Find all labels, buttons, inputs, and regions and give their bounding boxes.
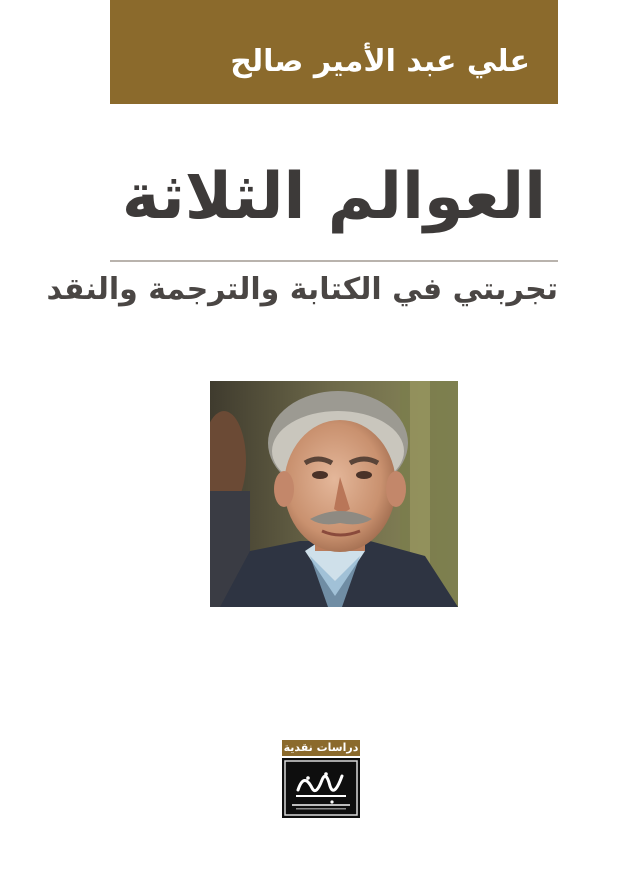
book-title: العوالم الثلاثة — [121, 160, 547, 234]
author-name: علي عبد الأمير صالح — [230, 44, 530, 79]
author-band — [110, 0, 558, 104]
publisher-logo-mark — [282, 758, 360, 818]
publisher-logo — [282, 758, 360, 818]
portrait-illustration — [210, 381, 458, 607]
series-badge: دراسات نقدية — [283, 741, 359, 754]
author-portrait — [210, 381, 458, 607]
title-divider — [110, 260, 558, 262]
book-subtitle: تجربتي في الكتابة والترجمة والنقد — [46, 272, 558, 307]
